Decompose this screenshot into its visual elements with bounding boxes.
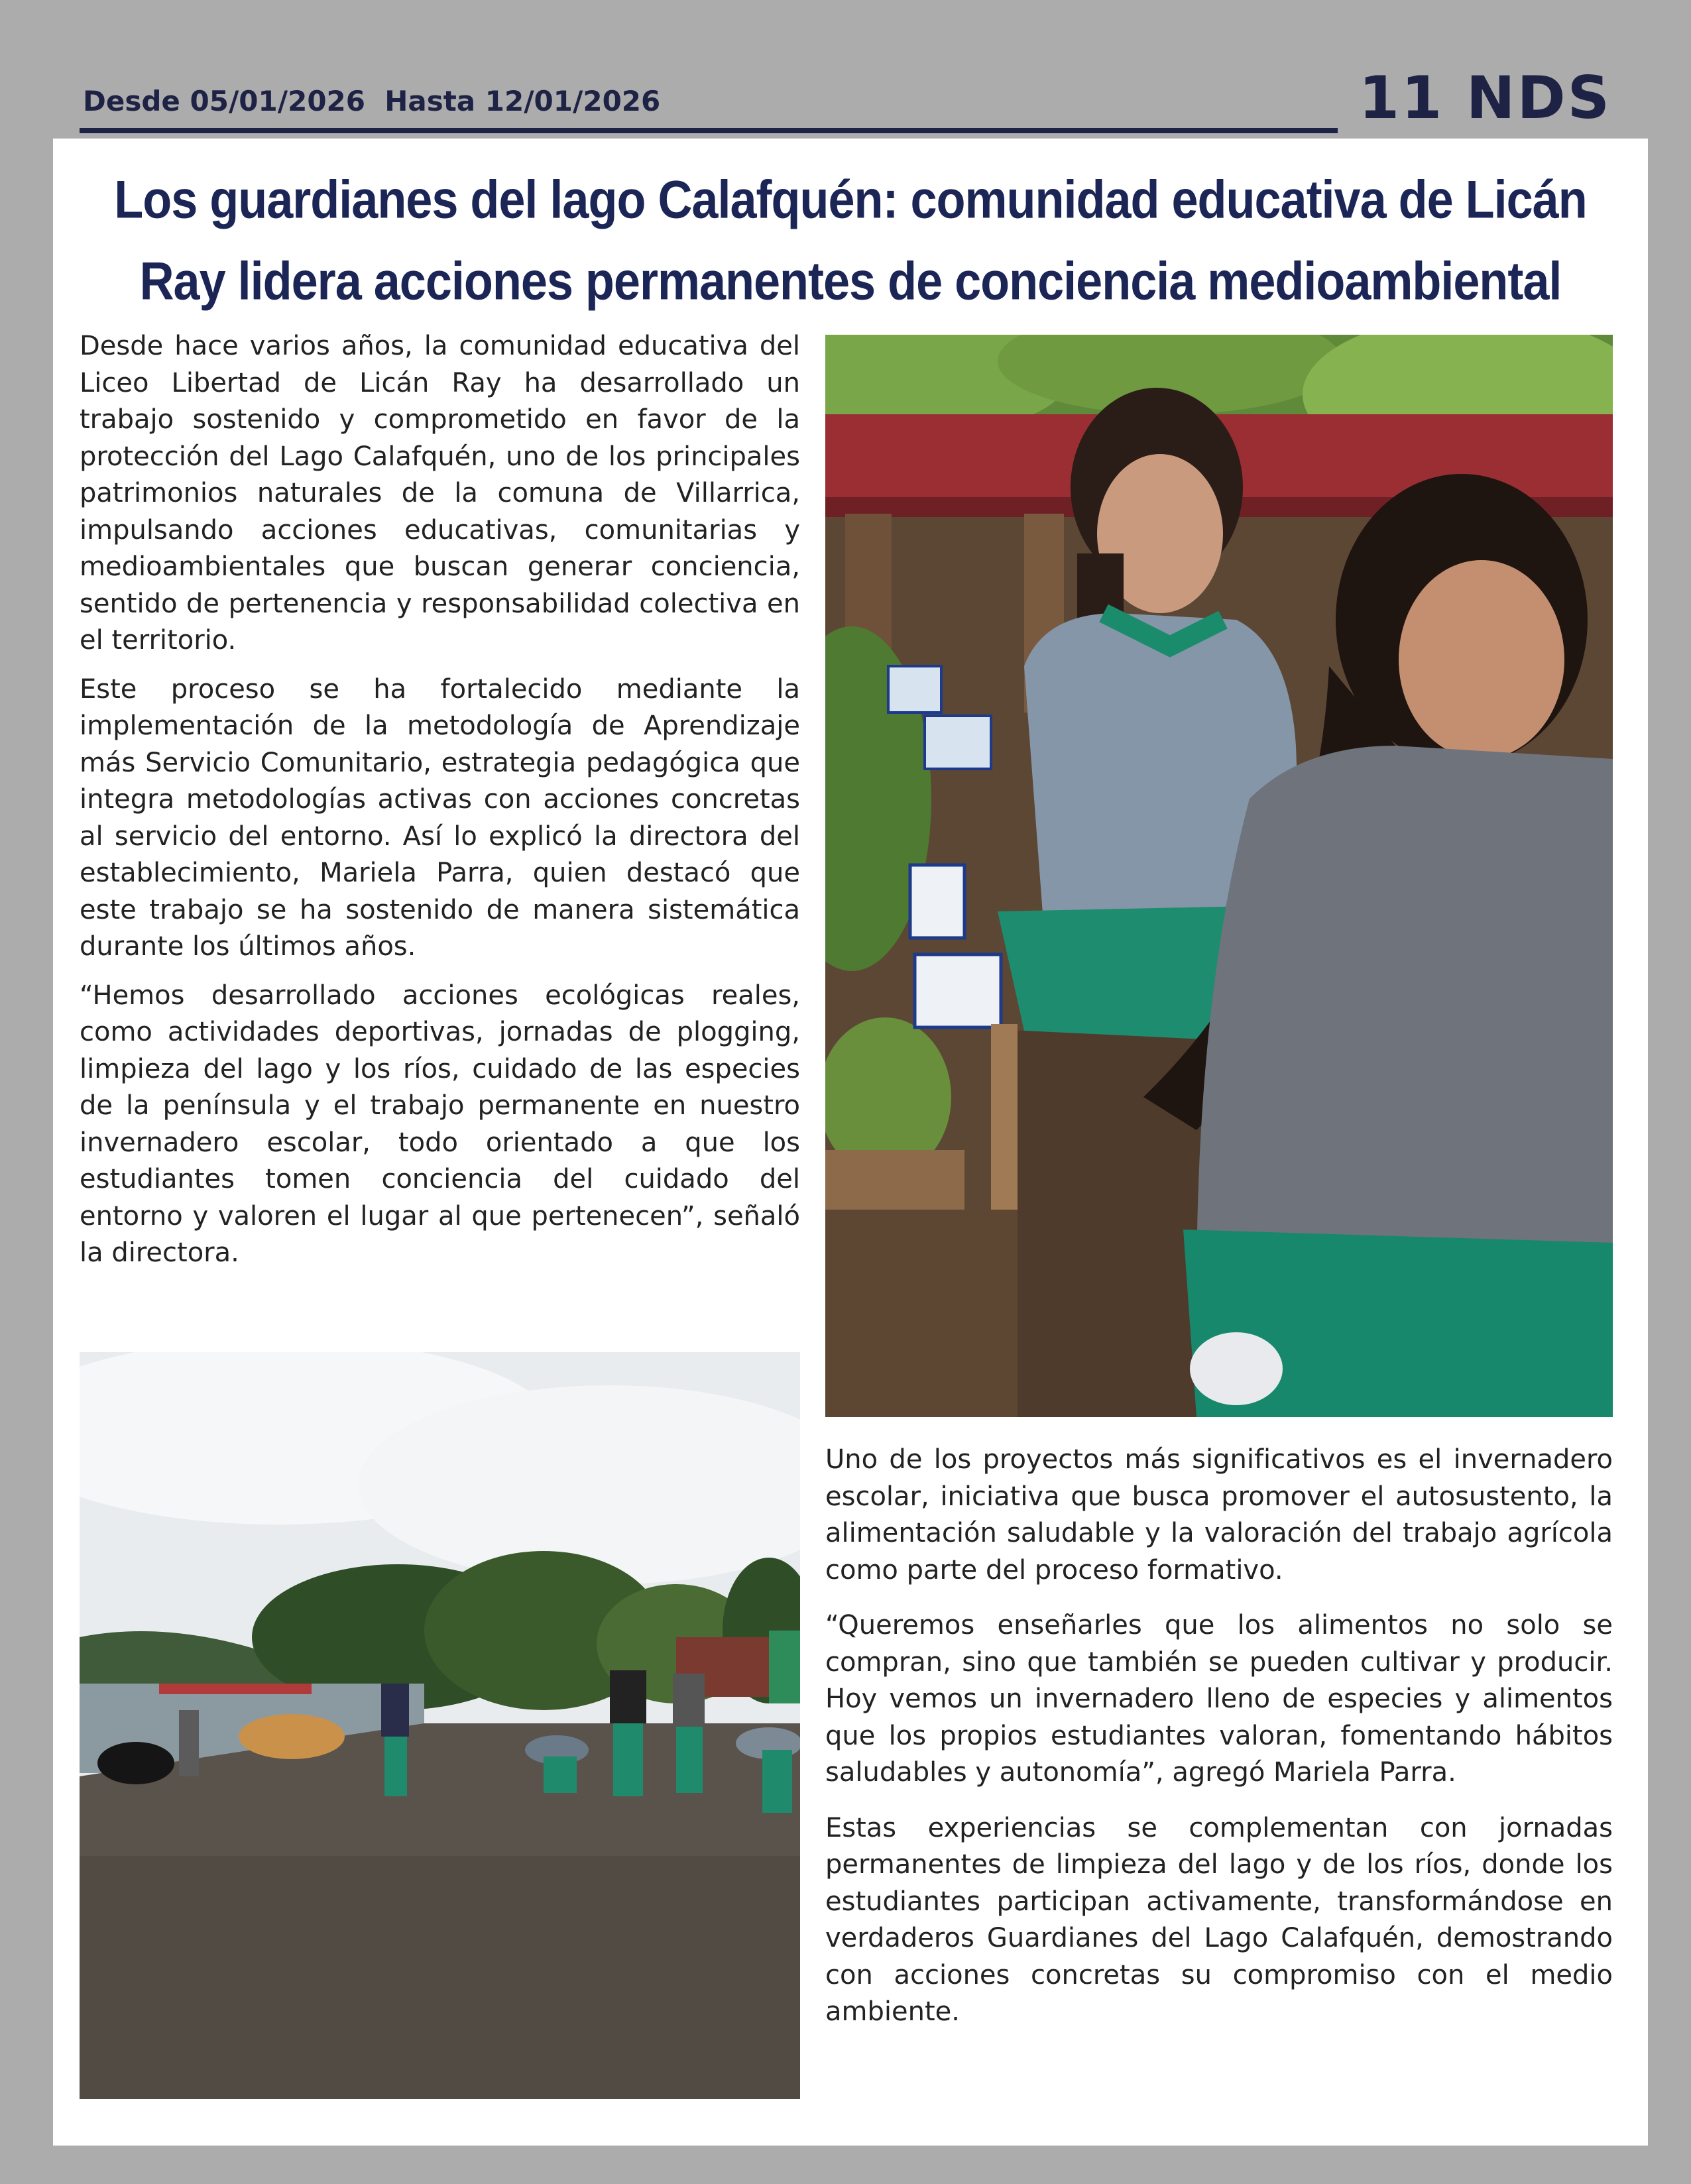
- page-number-label: 11 NDS: [1358, 64, 1611, 132]
- left-column-text: [80, 328, 800, 1284]
- paragraph: Estas experiencias se complementan con jornadas permanentes de limpieza del lago y de los ríos, donde los estudiantes participan activamente, transformándose en verdaderos Guardianes del Lago Calafquén, demostrando con acciones concretas su compromiso con el medio ambiente.: [825, 1812, 1613, 2027]
- paragraph: Desde hace varios años, la comunidad educativa del Liceo Libertad de Licán Ray ha desarrollado un trabajo sostenido y comprometido en favor de la protección del Lago Calafquén, uno de los principales patrimonios naturales de la comuna de Villarrica, impulsando acciones educativas, comunitarias y medioambientales que buscan generar conciencia, sentido de pertenencia y responsabilidad colectiva en el territorio.: [80, 331, 800, 656]
- issue-date-range: Desde 05/01/2026 Hasta 12/01/2026: [83, 85, 661, 117]
- paragraph: “Queremos enseñarles que los alimentos no solo se compran, sino que también se pueden cultivar y producir. Hoy vemos un invernadero lleno de especies y alimentos que los propios estudiantes valoran, fomentando hábitos saludables y autonomía”, agregó Mariela Parra.: [825, 1610, 1613, 1788]
- article-headline: [53, 159, 1648, 322]
- paragraph: “Hemos desarrollado acciones ecológicas reales, como actividades deportivas, jornadas de plogging, limpieza del lago y los ríos, cuidado de las especies de la península y el trabajo permanente en nuestro invernadero escolar, todo orientado a que los estudiantes tomen conciencia del cuidado del entorno y valoren el lugar al que pertenecen”, señaló la directora.: [80, 980, 800, 1268]
- headline-line-2: Ray lidera acciones permanentes de conciencia medioambiental: [139, 252, 1562, 312]
- greenhouse-students-photo: [825, 335, 1613, 1417]
- header-divider: [80, 128, 1338, 133]
- right-column-text: [825, 1442, 1613, 2049]
- paragraph: Uno de los proyectos más significativos es el invernadero escolar, iniciativa que busca promover el autosustento, la alimentación saludable y la valoración del trabajo agrícola como parte del proceso formativo.: [825, 1444, 1613, 1585]
- paragraph: Este proceso se ha fortalecido mediante la implementación de la metodología de Aprendizaje más Servicio Comunitario, estrategia pedagógica que integra metodologías activas con acciones concretas al servicio del entorno. Así lo explicó la directora del establecimiento, Mariela Parra, quien destacó que este trabajo se ha sostenido de manera sistemática durante los últimos años.: [80, 673, 800, 962]
- lake-cleanup-photo: [80, 1352, 800, 2099]
- headline-line-1: Los guardianes del lago Calafquén: comunidad educativa de Licán: [114, 170, 1587, 230]
